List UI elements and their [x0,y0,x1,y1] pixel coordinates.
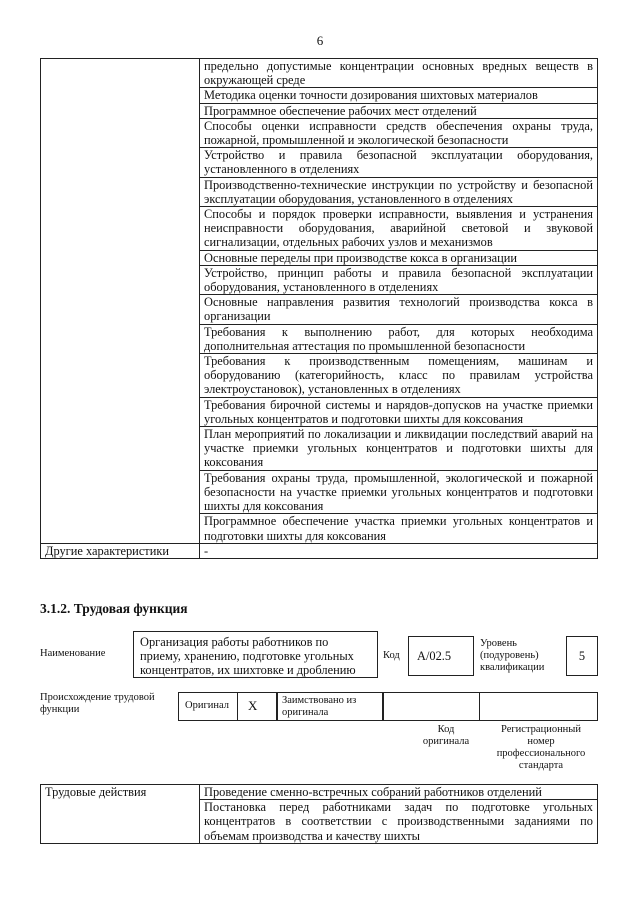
labor-actions-table [40,784,598,844]
requirement-item: Способы и порядок проверки исправности, выявления и устранения неисправности оборудования, аварийной световой и звуковой сигнализации, отдельных рабочих узлов и механизмов [200,207,598,251]
requirement-item: Способы оценки исправности средств обеспечения охраны труда, пожарной, промышленной и экологической безопасности [200,118,598,147]
borrowed-label: Заимствовано из оригинала [282,695,357,718]
section-title: 3.1.2. Трудовая функция [40,601,188,616]
table-row [41,785,598,800]
requirement-item: Требования охраны труда, промышленной, экологической и пожарной безопасности на участке приемки угольных концентратов и подготовки шихты для коксования [200,470,598,514]
requirement-item: Требования бирочной системы и нарядов-допусков на участке приемки угольных концентратов и подготовки шихты для коксования [200,397,598,426]
origin-label: Происхождение трудовой функции [40,692,155,715]
code-original-cell [383,692,480,721]
other-characteristics-label: Другие характеристики [41,543,200,558]
level-value-box: 5 [566,636,598,676]
requirement-item: Программное обеспечение рабочих мест отделений [200,103,598,118]
requirement-item: Основные переделы при производстве кокса в организации [200,250,598,265]
requirement-item: Требования к производственным помещениям, машинам и оборудованию (категорийность, класс по правилам устройства электроустановок), установленных в отделениях [200,354,598,398]
original-mark: X [248,698,258,713]
name-label: Наименование [40,648,106,659]
requirement-item: Производственно-технические инструкции по устройству и безопасной эксплуатации оборудования, установленного в отделениях [200,177,598,206]
requirement-item: предельно допустимые концентрации основных вредных веществ в окружающей среде [200,59,598,88]
function-name-box: Организация работы работников по приему, хранению, подготовке угольных концентратов, их шихтовке и дроблению [133,631,378,678]
labor-actions-label: Трудовые действия [41,785,200,844]
requirements-table [40,58,598,559]
empty-label-cell [41,59,200,544]
table-row [41,543,598,558]
labor-action-item: Проведение сменно-встречных собраний работников отделений [200,785,598,800]
page-number: 6 [316,33,324,48]
requirement-item: Устройство и правила безопасной эксплуатации оборудования, установленного в отделениях [200,148,598,177]
code-value-box: А/02.5 [408,636,474,676]
requirement-item: План мероприятий по локализации и ликвидации последствий аварий на участке приемки угольных концентратов и подготовки шихты для коксования [200,427,598,471]
labor-action-item: Постановка перед работниками задач по подготовке угольных концентратов в соответствии с производственными заданиями по объемам производства и качеству шихты [200,800,598,844]
other-characteristics-value: - [200,543,598,558]
reg-number-label: Регистрационный номер профессионального стандарта [496,724,586,771]
level-label: Уровень (подуровень) квалификации [480,638,545,673]
requirement-item: Устройство, принцип работы и правила безопасной эксплуатации оборудования, установленного в отделениях [200,265,598,294]
requirement-item: Основные направления развития технологий производства кокса в организации [200,295,598,324]
table-row [41,59,598,88]
requirement-item: Программное обеспечение участка приемки угольных концентратов и подготовки шихты для коксования [200,514,598,543]
code-original-label: Код оригинала [422,724,470,747]
requirement-item: Требования к выполнению работ, для которых необходима дополнительная аттестация по промышленной безопасности [200,324,598,353]
original-label: Оригинал [185,700,229,711]
code-label: Код [383,650,400,661]
requirement-item: Методика оценки точности дозирования шихтовых материалов [200,88,598,103]
